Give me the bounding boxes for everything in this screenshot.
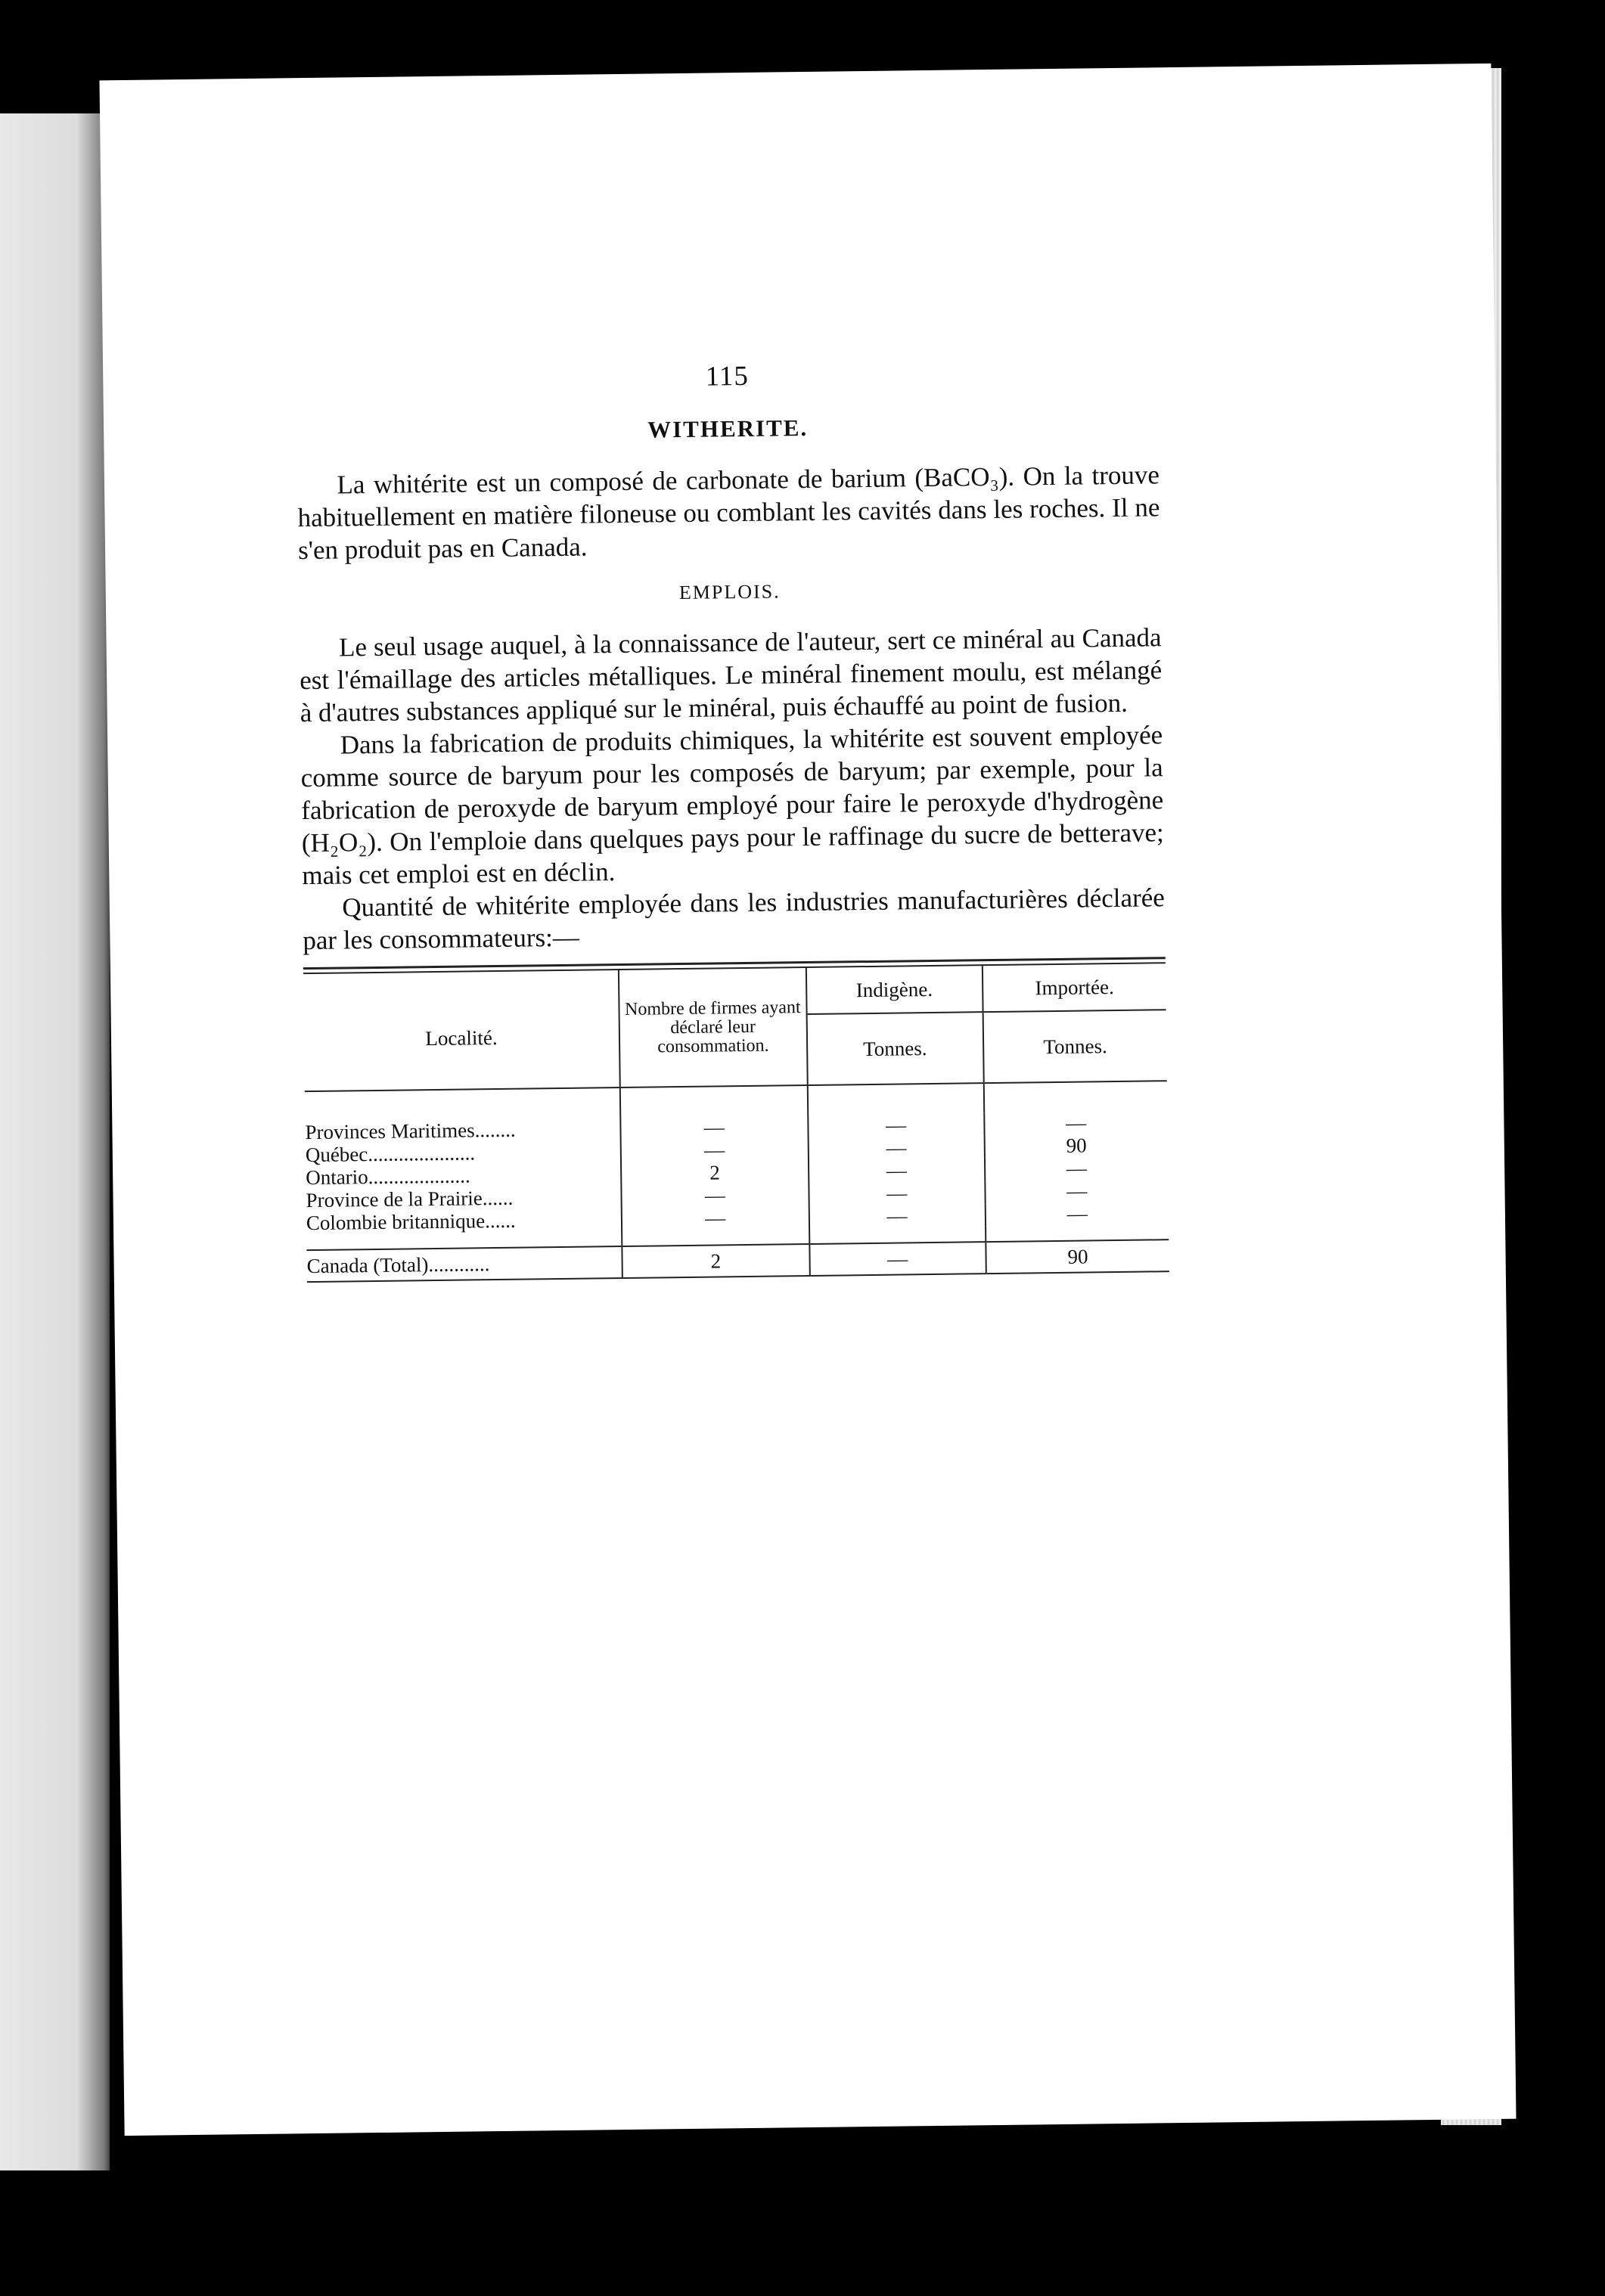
row-firms: — bbox=[620, 1115, 808, 1140]
section-title: WITHERITE. bbox=[647, 414, 809, 443]
consumption-table bbox=[303, 963, 1169, 1283]
row-imported: — bbox=[984, 1110, 1168, 1135]
header-locality: Localité. bbox=[303, 970, 620, 1091]
document-page bbox=[99, 64, 1516, 2136]
row-locality: Provinces Maritimes........ bbox=[305, 1118, 516, 1144]
header-unit-imported: Tonnes. bbox=[983, 1010, 1166, 1083]
row-firms: — bbox=[622, 1205, 809, 1230]
row-domestic: — bbox=[808, 1112, 985, 1137]
row-locality: Québec..................... bbox=[305, 1141, 476, 1167]
page-content bbox=[296, 355, 1169, 1283]
uses-paragraph-1: Le seul usage auquel, à la connaissance de l'auteur, sert ce minéral au Canada est l'émaillage des articles métalliques. Le minéral finement moulu, est mélangé à d'autres substances appliqué sur le minéral, puis échauffé au point de fusion. bbox=[299, 622, 1163, 728]
row-imported: — bbox=[986, 1201, 1169, 1226]
row-firms: — bbox=[621, 1137, 809, 1162]
row-firms: — bbox=[621, 1183, 809, 1208]
left-page-edge bbox=[0, 113, 110, 2170]
header-unit-domestic: Tonnes. bbox=[806, 1012, 983, 1085]
row-imported: 90 bbox=[984, 1133, 1168, 1158]
row-domestic: — bbox=[809, 1181, 986, 1205]
table-body bbox=[305, 1110, 1169, 1234]
page-number: 115 bbox=[705, 360, 750, 392]
header-imported: Importée. bbox=[983, 963, 1166, 1012]
consumption-table-wrap bbox=[303, 957, 1169, 1283]
row-domestic: — bbox=[809, 1203, 986, 1228]
total-domestic: — bbox=[809, 1242, 986, 1276]
uses-paragraph-2: Dans la fabrication de produits chimiques, la whitérite est souvent employée comme source de baryum pour les composés de baryum; par exemple, pour la fabrication de peroxyde de baryum employé pour faire le peroxyde d'hydrogène (H₂O₂). On l'emploie dans quelques pays pour le raffinage du sucre de betterave; mais cet emploi est en déclin. bbox=[300, 720, 1164, 891]
total-imported: 90 bbox=[986, 1240, 1169, 1274]
row-locality: Colombie britannique...... bbox=[306, 1209, 516, 1235]
intro-paragraph: La whitérite est un composé de carbonate de barium (BaCO₃). On la trouve habituellement en matière filoneuse ou comblant les cavités dans les roches. Il ne s'en produit pas en Canada. bbox=[297, 460, 1160, 566]
row-imported: — bbox=[985, 1156, 1169, 1181]
row-locality: Ontario.................... bbox=[306, 1164, 470, 1190]
row-firms: 2 bbox=[621, 1160, 809, 1185]
total-locality: Canada (Total)............ bbox=[306, 1246, 622, 1282]
row-locality: Province de la Prairie...... bbox=[306, 1186, 514, 1212]
subheading-emplois: EMPLOIS. bbox=[678, 580, 781, 604]
table-intro-paragraph: Quantité de whitérite employée dans les industries manufacturières déclarée par les consommateurs:— bbox=[303, 883, 1166, 956]
total-firms: 2 bbox=[622, 1244, 809, 1278]
row-imported: — bbox=[985, 1178, 1169, 1203]
header-domestic: Indigène. bbox=[806, 966, 983, 1014]
header-firms: Nombre de firmes ayant déclaré leur consommation. bbox=[619, 968, 807, 1087]
row-domestic: — bbox=[808, 1135, 985, 1160]
row-domestic: — bbox=[809, 1158, 986, 1183]
